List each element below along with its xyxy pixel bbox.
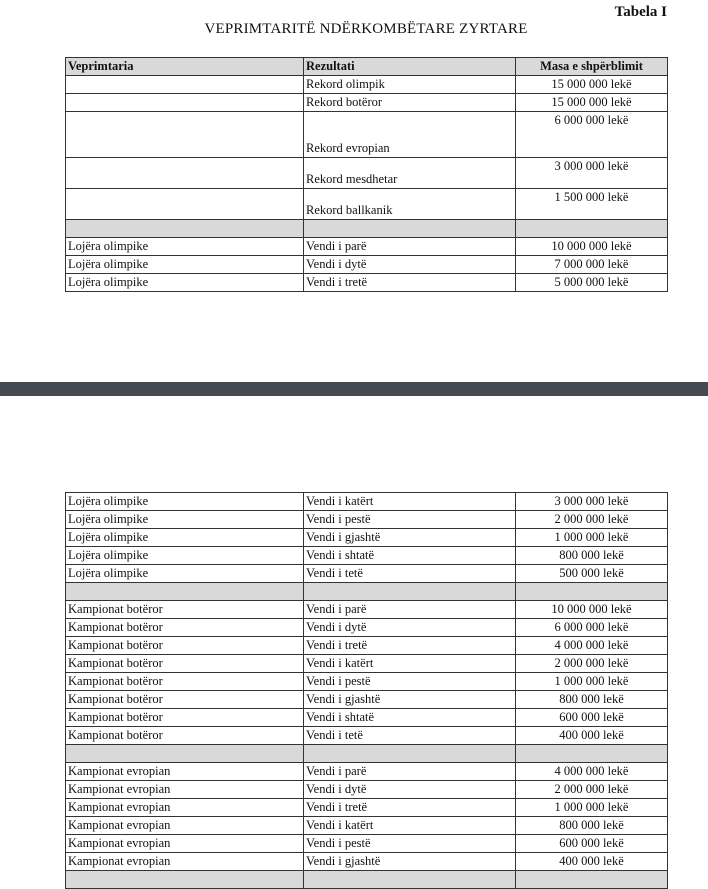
amount-cell: 1 500 000 lekë xyxy=(516,189,668,220)
activity-cell: Kampionat botëror xyxy=(66,691,304,709)
table-row xyxy=(66,763,668,781)
activity-cell: Kampionat botëror xyxy=(66,709,304,727)
activity-cell: Kampionat evropian xyxy=(66,799,304,817)
activity-cell: Lojëra olimpike xyxy=(66,565,304,583)
activity-cell: Lojëra olimpike xyxy=(66,256,304,274)
activity-cell xyxy=(66,189,304,220)
result-cell: Vendi i tretë xyxy=(304,637,516,655)
activity-cell: Lojëra olimpike xyxy=(66,529,304,547)
activity-cell xyxy=(66,76,304,94)
activity-cell xyxy=(66,94,304,112)
amount-cell: 5 000 000 lekë xyxy=(516,274,668,292)
amount-cell: 800 000 lekë xyxy=(516,547,668,565)
awards-table-page-1 xyxy=(65,57,668,292)
amount-cell: 10 000 000 lekë xyxy=(516,601,668,619)
result-cell: Vendi i gjashtë xyxy=(304,529,516,547)
table-row xyxy=(66,637,668,655)
activity-cell: Kampionat botëror xyxy=(66,727,304,745)
result-cell: Vendi i parë xyxy=(304,238,516,256)
amount-cell: 4 000 000 lekë xyxy=(516,763,668,781)
result-cell: Vendi i katërt xyxy=(304,655,516,673)
activity-cell: Kampionat evropian xyxy=(66,817,304,835)
activity-cell xyxy=(66,158,304,189)
amount-cell: 500 000 lekë xyxy=(516,565,668,583)
table-row xyxy=(66,799,668,817)
amount-cell: 6 000 000 lekë xyxy=(516,619,668,637)
separator-row xyxy=(66,871,668,889)
amount-cell: 2 000 000 lekë xyxy=(516,781,668,799)
header-result: Rezultati xyxy=(304,58,516,76)
result-cell: Rekord ballkanik xyxy=(304,189,516,220)
activity-cell: Lojëra olimpike xyxy=(66,547,304,565)
amount-cell: 3 000 000 lekë xyxy=(516,493,668,511)
activity-cell: Kampionat botëror xyxy=(66,637,304,655)
table-row xyxy=(66,529,668,547)
separator-cell xyxy=(304,583,516,601)
amount-cell: 1 000 000 lekë xyxy=(516,673,668,691)
table-row xyxy=(66,511,668,529)
separator-cell xyxy=(66,583,304,601)
table-row xyxy=(66,781,668,799)
activity-cell: Kampionat evropian xyxy=(66,835,304,853)
result-cell: Vendi i katërt xyxy=(304,817,516,835)
activity-cell: Kampionat evropian xyxy=(66,781,304,799)
table-row xyxy=(66,835,668,853)
table-row xyxy=(66,238,668,256)
table-row xyxy=(66,817,668,835)
result-cell: Vendi i gjashtë xyxy=(304,853,516,871)
table-row xyxy=(66,112,668,158)
separator-cell xyxy=(516,871,668,889)
activity-cell: Kampionat botëror xyxy=(66,601,304,619)
result-cell: Vendi i gjashtë xyxy=(304,691,516,709)
table-row xyxy=(66,727,668,745)
separator-row xyxy=(66,745,668,763)
result-cell: Vendi i tretë xyxy=(304,274,516,292)
activity-cell: Kampionat botëror xyxy=(66,619,304,637)
result-cell: Vendi i tetë xyxy=(304,565,516,583)
separator-cell xyxy=(304,745,516,763)
result-cell: Vendi i katërt xyxy=(304,493,516,511)
table-header-row xyxy=(66,58,668,76)
header-activity: Veprimtaria xyxy=(66,58,304,76)
table-row xyxy=(66,76,668,94)
header-amount: Masa e shpërblimit xyxy=(516,58,668,76)
activity-cell: Lojëra olimpike xyxy=(66,274,304,292)
separator-cell xyxy=(516,220,668,238)
result-cell: Vendi i pestë xyxy=(304,511,516,529)
separator-cell xyxy=(66,871,304,889)
page-label: Tabela I xyxy=(614,4,667,20)
activity-cell: Lojëra olimpike xyxy=(66,511,304,529)
amount-cell: 15 000 000 lekë xyxy=(516,76,668,94)
table-row xyxy=(66,565,668,583)
amount-cell: 3 000 000 lekë xyxy=(516,158,668,189)
separator-row xyxy=(66,220,668,238)
table-row xyxy=(66,619,668,637)
activity-cell: Kampionat botëror xyxy=(66,673,304,691)
table-row xyxy=(66,673,668,691)
document-title: VEPRIMTARITË NDËRKOMBËTARE ZYRTARE xyxy=(204,21,528,37)
amount-cell: 400 000 lekë xyxy=(516,853,668,871)
result-cell: Vendi i shtatë xyxy=(304,547,516,565)
result-cell: Vendi i pestë xyxy=(304,673,516,691)
result-cell: Vendi i shtatë xyxy=(304,709,516,727)
result-cell: Vendi i dytë xyxy=(304,256,516,274)
result-cell: Rekord evropian xyxy=(304,112,516,158)
page-break xyxy=(0,382,708,396)
table-row xyxy=(66,709,668,727)
result-cell: Vendi i parë xyxy=(304,601,516,619)
result-cell: Vendi i tetë xyxy=(304,727,516,745)
result-cell: Rekord botëror xyxy=(304,94,516,112)
table-row xyxy=(66,547,668,565)
amount-cell: 15 000 000 lekë xyxy=(516,94,668,112)
amount-cell: 400 000 lekë xyxy=(516,727,668,745)
separator-cell xyxy=(304,220,516,238)
amount-cell: 800 000 lekë xyxy=(516,691,668,709)
table-row xyxy=(66,274,668,292)
amount-cell: 1 000 000 lekë xyxy=(516,799,668,817)
result-cell: Vendi i pestë xyxy=(304,835,516,853)
separator-cell xyxy=(516,745,668,763)
table-row xyxy=(66,189,668,220)
activity-cell: Lojëra olimpike xyxy=(66,493,304,511)
amount-cell: 1 000 000 lekë xyxy=(516,529,668,547)
amount-cell: 2 000 000 lekë xyxy=(516,655,668,673)
activity-cell: Lojëra olimpike xyxy=(66,238,304,256)
table-row xyxy=(66,158,668,189)
amount-cell: 600 000 lekë xyxy=(516,835,668,853)
result-cell: Rekord olimpik xyxy=(304,76,516,94)
separator-cell xyxy=(66,220,304,238)
separator-cell xyxy=(516,583,668,601)
activity-cell: Kampionat evropian xyxy=(66,853,304,871)
activity-cell: Kampionat botëror xyxy=(66,655,304,673)
amount-cell: 800 000 lekë xyxy=(516,817,668,835)
result-cell: Vendi i dytë xyxy=(304,619,516,637)
activity-cell: Kampionat evropian xyxy=(66,763,304,781)
result-cell: Vendi i dytë xyxy=(304,781,516,799)
result-cell: Vendi i parë xyxy=(304,763,516,781)
result-cell: Rekord mesdhetar xyxy=(304,158,516,189)
separator-cell xyxy=(304,871,516,889)
result-cell: Vendi i tretë xyxy=(304,799,516,817)
table-row xyxy=(66,853,668,871)
table-row xyxy=(66,601,668,619)
separator-row xyxy=(66,583,668,601)
amount-cell: 600 000 lekë xyxy=(516,709,668,727)
table-row xyxy=(66,691,668,709)
table-row xyxy=(66,256,668,274)
separator-cell xyxy=(66,745,304,763)
table-row xyxy=(66,655,668,673)
activity-cell xyxy=(66,112,304,158)
amount-cell: 4 000 000 lekë xyxy=(516,637,668,655)
table-row xyxy=(66,493,668,511)
amount-cell: 7 000 000 lekë xyxy=(516,256,668,274)
amount-cell: 6 000 000 lekë xyxy=(516,112,668,158)
amount-cell: 10 000 000 lekë xyxy=(516,238,668,256)
table-row xyxy=(66,94,668,112)
awards-table-page-2 xyxy=(65,492,668,889)
amount-cell: 2 000 000 lekë xyxy=(516,511,668,529)
